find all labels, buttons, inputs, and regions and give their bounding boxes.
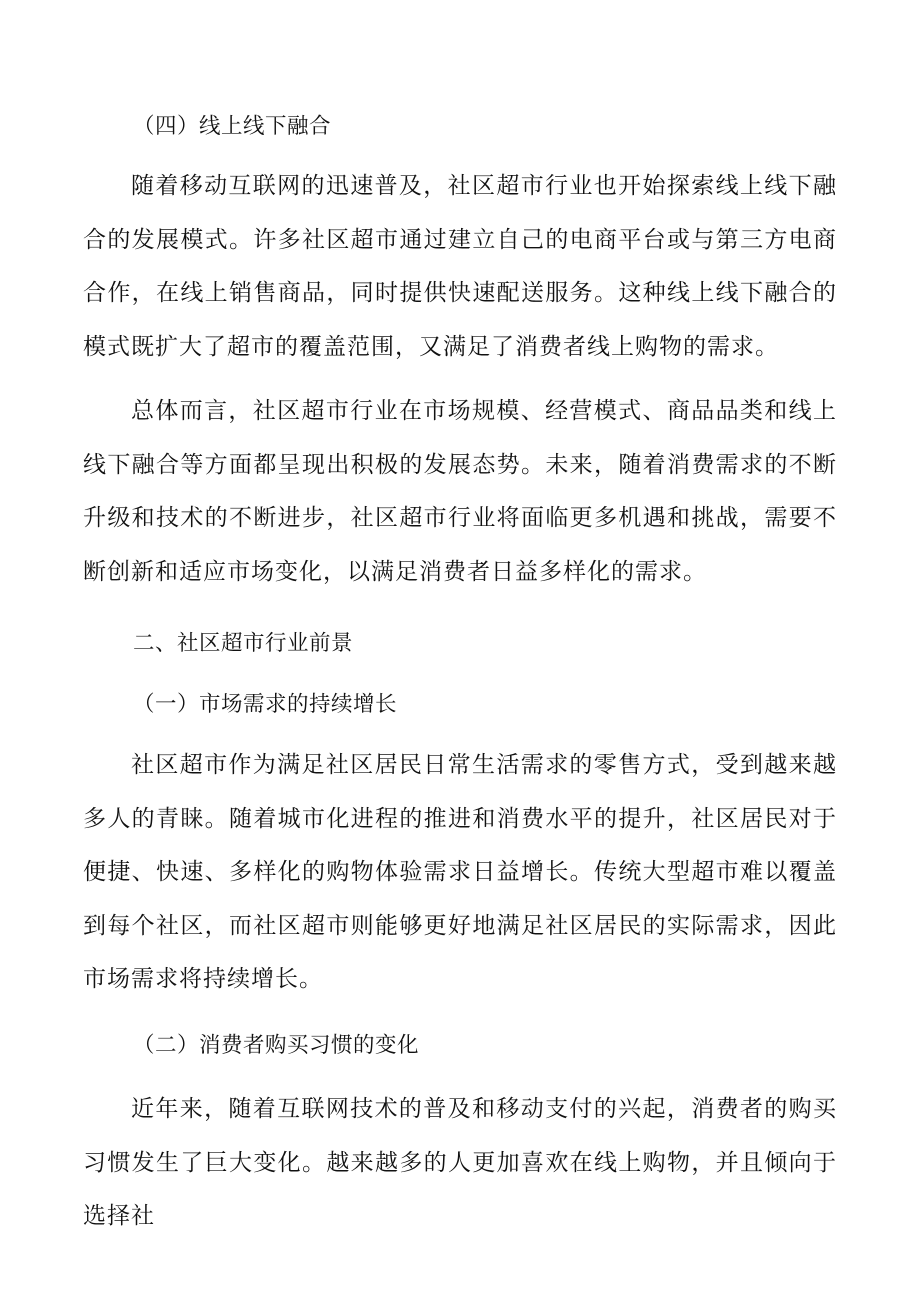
section-heading-market-demand: （一）市场需求的持续增长 <box>133 692 398 717</box>
section-heading-consumer-habits: （二）消费者购买习惯的变化 <box>133 1033 420 1058</box>
paragraph-market-demand: 社区超市作为满足社区居民日常生活需求的零售方式，受到越来越多人的青睐。随着城市化进程的推进和消费水平的提升，社区居民对于便捷、快速、多样化的购物体验需求日益增长。传统大型超市难以覆盖到每个社区，而社区超市则能够更好地满足社区居民的实际需求，因此市场需求将持续增长。 <box>83 752 837 992</box>
chapter-heading-industry-outlook: 二、社区超市行业前景 <box>133 631 354 656</box>
section-heading-online-offline: （四）线上线下融合 <box>133 114 332 139</box>
paragraph-summary: 总体而言，社区超市行业在市场规模、经营模式、商品品类和线上线下融合等方面都呈现出积极的发展态势。未来，随着消费需求的不断升级和技术的不断进步，社区超市行业将面临更多机遇和挑战，需要不断创新和适应市场变化，以满足消费者日益多样化的需求。 <box>83 398 837 585</box>
paragraph-online-offline: 随着移动互联网的迅速普及，社区超市行业也开始探索线上线下融合的发展模式。许多社区超市通过建立自己的电商平台或与第三方电商合作，在线上销售商品，同时提供快速配送服务。这种线上线下融合的模式既扩大了超市的覆盖范围，又满足了消费者线上购物的需求。 <box>83 173 837 360</box>
paragraph-consumer-habits: 近年来，随着互联网技术的普及和移动支付的兴起，消费者的购买习惯发生了巨大变化。越来越多的人更加喜欢在线上购物，并且倾向于选择社 <box>83 1096 837 1229</box>
